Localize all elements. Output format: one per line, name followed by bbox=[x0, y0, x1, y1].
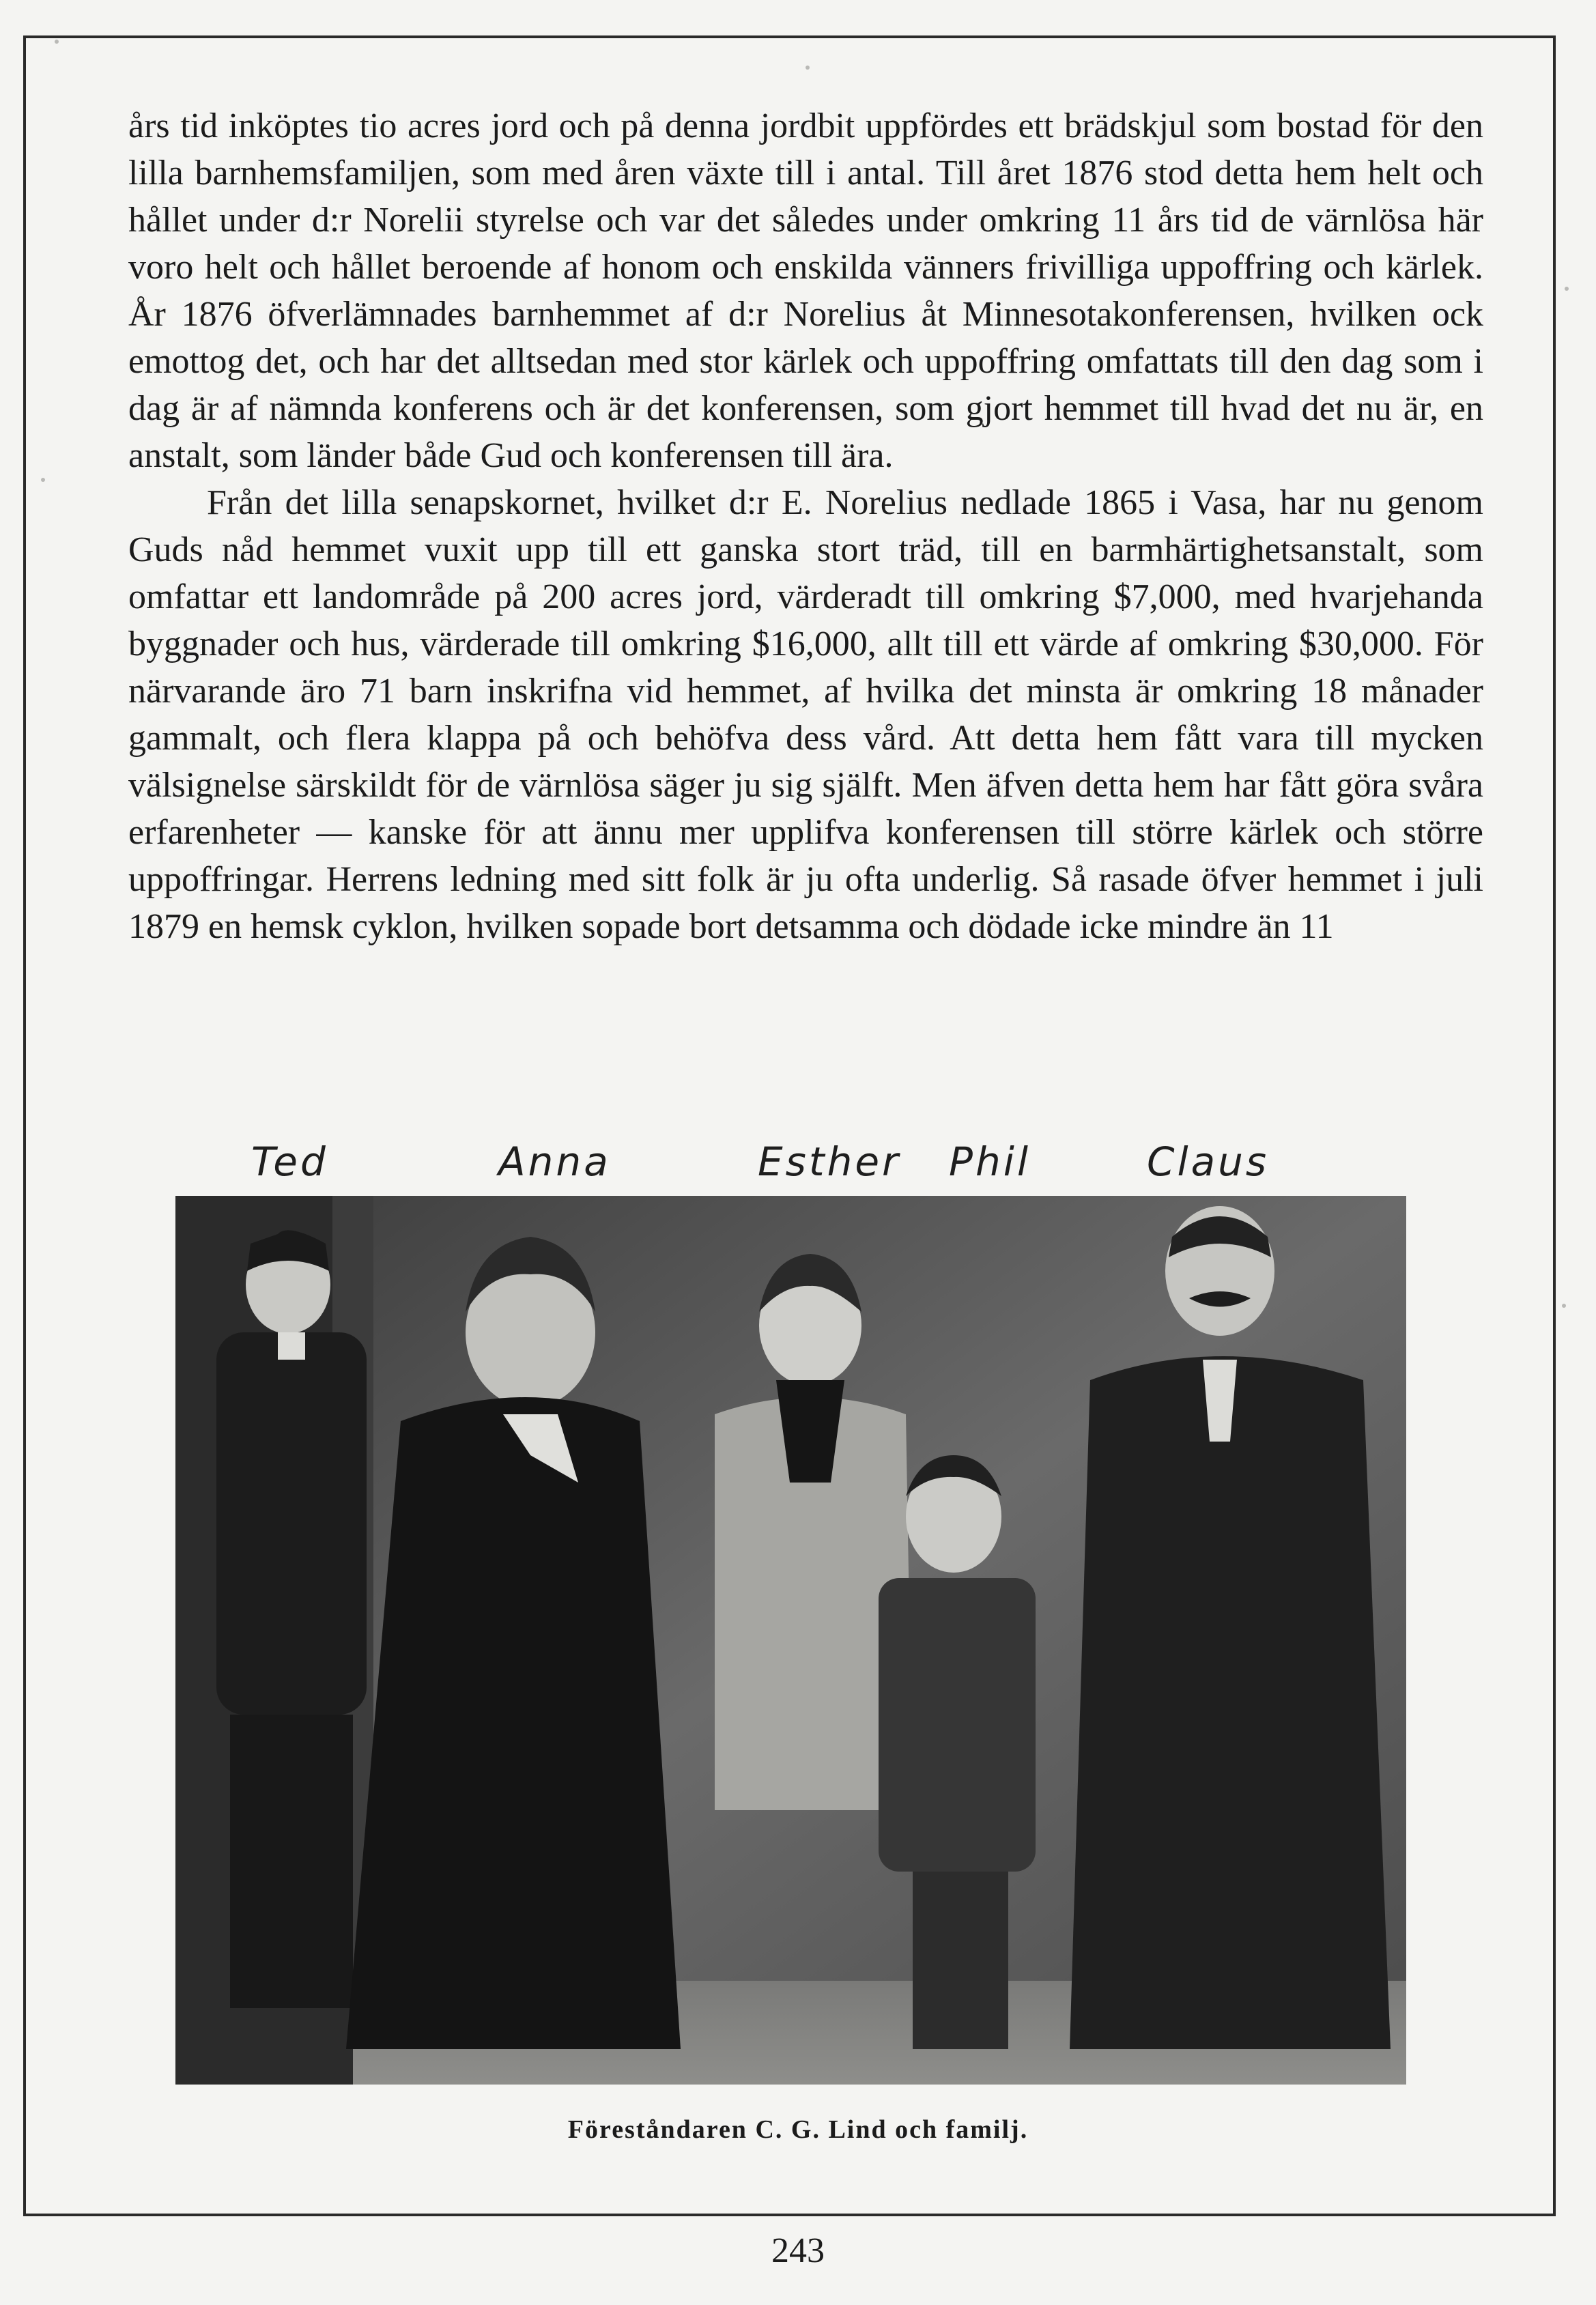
paragraph-1: års tid inköptes tio acres jord och på denna jordbit uppfördes ett brädskjul som bostad för den lilla barnhemsfamiljen, som med åren växte till i antal. Till året 1876 stod detta hem helt och hållet under d:r Norelii styrelse och var det således under omkring 11 års tid de värnlösa här voro helt och hållet beroende af honom och enskilda vänners frivilliga uppoffring och kärlek. År 1876 öfverlämnades barnhemmet af d:r Norelius åt Minnesotakonferensen, hvilken ock emottog det, och har det alltsedan med stor kärlek och uppoffring omfattats till den dag som i dag är af nämnda konferens och är det konferensen, som gjort hemmet till hvad det nu är, en anstalt, som länder både Gud och konferensen till ära. bbox=[128, 106, 1483, 475]
handwritten-name-ted: Ted bbox=[251, 1139, 328, 1185]
page-number: 243 bbox=[771, 2231, 825, 2270]
handwritten-name-esther: Esther bbox=[758, 1139, 901, 1185]
handwritten-names bbox=[232, 1139, 1324, 1200]
figure-ted bbox=[216, 1230, 367, 2008]
photo-caption: Föreståndaren C. G. Lind och familj. bbox=[567, 2115, 1029, 2144]
family-photograph bbox=[175, 1196, 1406, 2085]
handwritten-name-claus: Claus bbox=[1147, 1139, 1270, 1185]
handwritten-name-phil: Phil bbox=[949, 1139, 1031, 1185]
paragraph-2: Från det lilla senapskornet, hvilket d:r E. Norelius nedlade 1865 i Vasa, har nu genom Guds nåd hemmet vuxit upp till ett ganska stort träd, till en barmhärtighetsanstalt, som omfattar ett landområde på 200 acres jord, värderadt till omkring $7,000, med hvarjehanda byggnader och hus, värderade till omkring $16,000, allt till ett värde af omkring $30,000. För närvarande äro 71 barn inskrifna vid hemmet, af hvilka det minsta är omkring 18 månader gammalt, och flera klappa på och behöfva dess vård. Att detta hem fått vara till mycken välsignelse särskildt för de värnlösa säger ju sig själft. Men äfven detta hem har fått göra svåra erfarenheter — kanske för att ännu mer upplifva konferensen till större kärlek och större uppoffringar. Herrens ledning med sitt folk är ju ofta underlig. Så rasade öfver hemmet i juli 1879 en hemsk cyklon, hvilken sopade bort detsamma och dödade icke mindre än 11 bbox=[128, 483, 1483, 946]
handwritten-name-anna: Anna bbox=[498, 1139, 611, 1185]
body-text bbox=[128, 102, 1483, 950]
